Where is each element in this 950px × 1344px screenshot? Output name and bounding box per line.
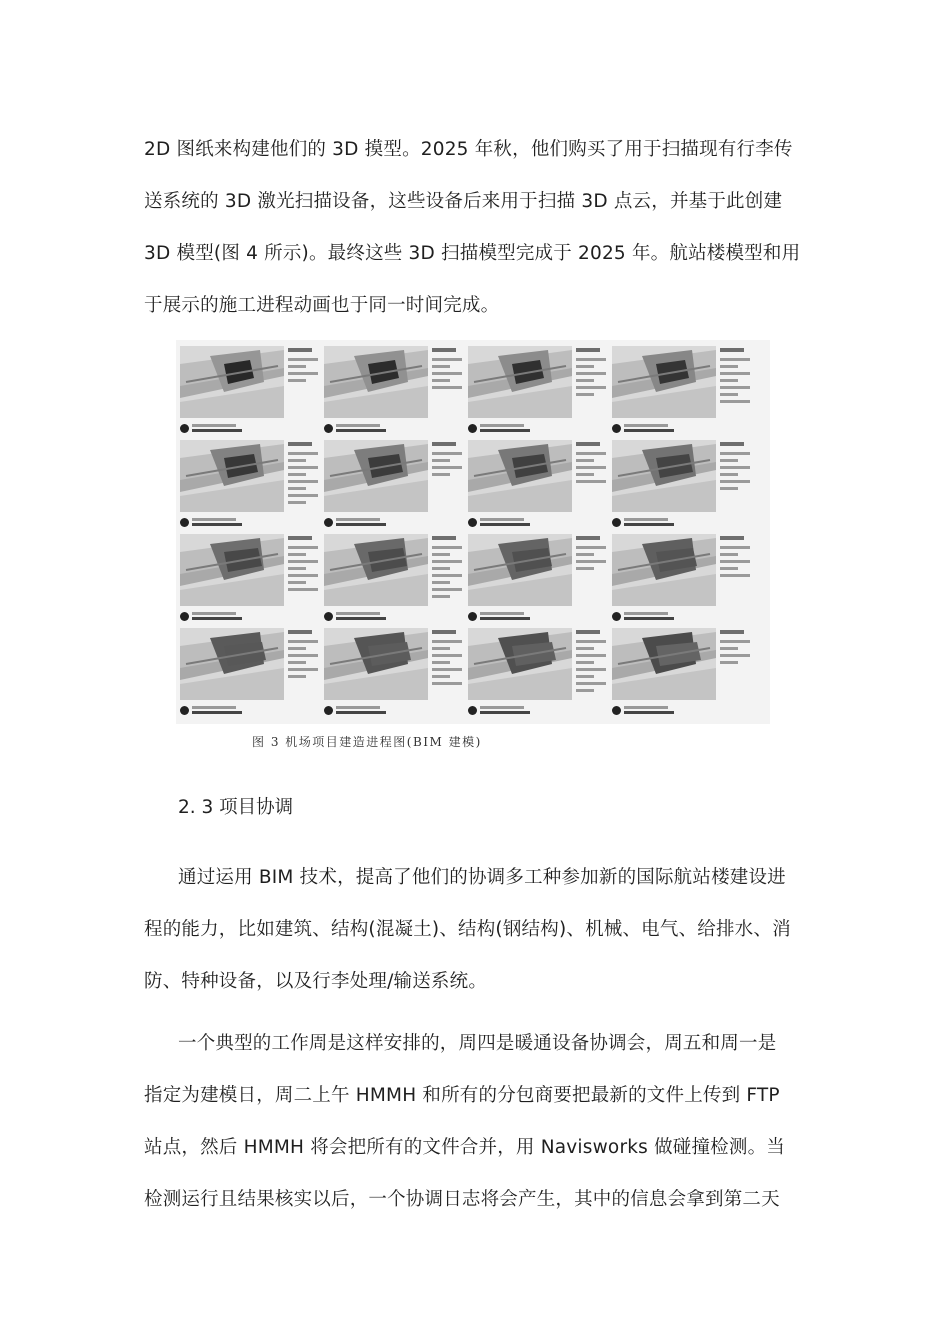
phase-rendering — [324, 628, 428, 700]
phase-caption-mark — [480, 518, 524, 521]
phase-panel — [612, 534, 752, 624]
phase-legend — [288, 630, 318, 702]
phase-legend — [432, 536, 462, 608]
phase-caption-mark — [336, 424, 380, 427]
phase-logo — [324, 612, 333, 621]
phase-panel — [468, 440, 608, 530]
phase-caption-mark — [192, 429, 242, 432]
phase-caption-mark — [336, 617, 386, 620]
phase-caption-mark — [336, 711, 386, 714]
phase-rendering — [180, 440, 284, 512]
phase-caption-mark — [192, 711, 242, 714]
paragraph-1-line: 于展示的施工进程动画也于同一时间完成。 — [144, 295, 500, 316]
phase-rendering — [324, 346, 428, 418]
phase-caption-mark — [192, 424, 236, 427]
phase-caption-mark — [624, 424, 668, 427]
phase-caption-mark — [480, 424, 524, 427]
phase-logo — [468, 612, 477, 621]
phase-rendering — [324, 534, 428, 606]
paragraph-3-line: 检测运行且结果核实以后，一个协调日志将会产生，其中的信息会拿到第二天 — [144, 1189, 780, 1210]
phase-caption-mark — [192, 523, 242, 526]
phase-caption-mark — [480, 617, 530, 620]
paragraph-3-line: 站点，然后 HMMH 将会把所有的文件合并，用 Navisworks 做碰撞检测。当 — [144, 1137, 785, 1158]
phase-caption-mark — [624, 711, 674, 714]
phase-legend — [288, 536, 318, 608]
phase-caption-mark — [480, 523, 530, 526]
phase-rendering — [180, 534, 284, 606]
phase-caption-mark — [624, 518, 668, 521]
phase-legend — [720, 442, 750, 514]
phase-caption-mark — [624, 523, 674, 526]
phase-caption-mark — [480, 429, 530, 432]
phase-caption-mark — [336, 706, 380, 709]
phase-panel — [324, 346, 464, 436]
paragraph-3 — [144, 1018, 804, 1226]
phase-caption-mark — [336, 429, 386, 432]
phase-rendering — [180, 346, 284, 418]
phase-caption-mark — [336, 523, 386, 526]
phase-panel — [180, 440, 320, 530]
phase-legend — [576, 536, 606, 608]
phase-rendering — [324, 440, 428, 512]
figure-caption: 图 3 机场项目建造进程图(BIM 建模) — [252, 735, 482, 749]
phase-rendering — [468, 628, 572, 700]
phase-logo — [180, 424, 189, 433]
section-heading: 2. 3 项目协调 — [178, 797, 294, 818]
phase-legend — [576, 630, 606, 702]
phase-caption-mark — [192, 518, 236, 521]
phase-legend — [288, 348, 318, 420]
phase-legend — [576, 348, 606, 420]
phase-logo — [324, 706, 333, 715]
phase-panel — [324, 534, 464, 624]
phase-legend — [720, 348, 750, 420]
phase-caption-mark — [480, 612, 524, 615]
phase-logo — [612, 612, 621, 621]
phase-logo — [180, 518, 189, 527]
phase-panel — [612, 346, 752, 436]
phase-panel — [324, 440, 464, 530]
phase-panel — [180, 534, 320, 624]
phase-caption-mark — [480, 711, 530, 714]
phase-logo — [324, 424, 333, 433]
phase-rendering — [612, 346, 716, 418]
phase-caption-mark — [192, 617, 242, 620]
paragraph-1 — [144, 124, 804, 332]
phase-caption-mark — [624, 429, 674, 432]
phase-rendering — [612, 534, 716, 606]
phase-legend — [576, 442, 606, 514]
phase-logo — [180, 706, 189, 715]
phase-panel — [468, 534, 608, 624]
phase-logo — [468, 518, 477, 527]
paragraph-1-line: 3D 模型(图 4 所示)。最终这些 3D 扫描模型完成于 2025 年。航站楼模型和用 — [144, 243, 801, 264]
phase-logo — [612, 518, 621, 527]
phase-logo — [612, 706, 621, 715]
phase-caption-mark — [624, 706, 668, 709]
phase-panel — [612, 628, 752, 718]
phase-caption-mark — [624, 617, 674, 620]
phase-panel — [468, 346, 608, 436]
phase-logo — [468, 706, 477, 715]
phase-legend — [432, 442, 462, 514]
phase-logo — [324, 518, 333, 527]
paragraph-2-line: 防、特种设备，以及行李处理/输送系统。 — [144, 971, 488, 992]
phase-rendering — [468, 440, 572, 512]
phase-caption-mark — [192, 706, 236, 709]
phase-logo — [612, 424, 621, 433]
phase-rendering — [468, 346, 572, 418]
phase-legend — [432, 630, 462, 702]
phase-rendering — [468, 534, 572, 606]
phase-caption-mark — [192, 612, 236, 615]
phase-panel — [180, 346, 320, 436]
phase-rendering — [612, 440, 716, 512]
phase-panel — [612, 440, 752, 530]
phase-legend — [720, 536, 750, 608]
phase-caption-mark — [624, 612, 668, 615]
phase-legend — [288, 442, 318, 514]
paragraph-2-line: 程的能力，比如建筑、结构(混凝土)、结构(钢结构)、机械、电气、给排水、消 — [144, 919, 791, 940]
phase-rendering — [180, 628, 284, 700]
paragraph-3-line: 指定为建模日，周二上午 HMMH 和所有的分包商要把最新的文件上传到 FTP — [144, 1085, 780, 1106]
phase-panel — [180, 628, 320, 718]
phase-caption-mark — [480, 706, 524, 709]
phase-legend — [720, 630, 750, 702]
paragraph-2-line: 通过运用 BIM 技术，提高了他们的协调多工种参加新的国际航站楼建设进 — [178, 867, 786, 888]
phase-caption-mark — [336, 518, 380, 521]
paragraph-3-line: 一个典型的工作周是这样安排的，周四是暖通设备协调会，周五和周一是 — [178, 1033, 777, 1054]
phase-panel — [324, 628, 464, 718]
paragraph-2 — [144, 852, 804, 1008]
phase-rendering — [612, 628, 716, 700]
phase-caption-mark — [336, 612, 380, 615]
phase-logo — [180, 612, 189, 621]
paragraph-1-line: 2D 图纸来构建他们的 3D 摸型。2025 年秋，他们购买了用于扫描现有行李传 — [144, 139, 793, 160]
phase-legend — [432, 348, 462, 420]
paragraph-1-line: 送系统的 3D 激光扫描设备，这些设备后来用于扫描 3D 点云，并基于此创建 — [144, 191, 783, 212]
phase-panel — [468, 628, 608, 718]
construction-phasing-figure — [176, 340, 770, 724]
phase-logo — [468, 424, 477, 433]
